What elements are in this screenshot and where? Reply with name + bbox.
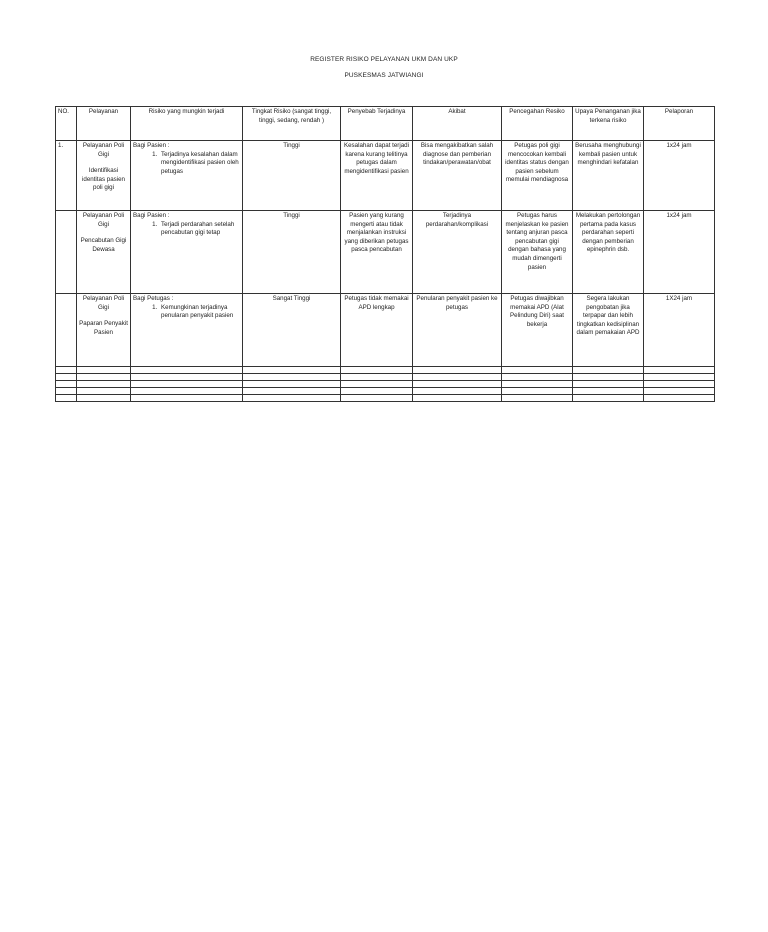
cell-tingkat-risiko: Sangat Tinggi	[243, 294, 341, 367]
header-risiko: Risiko yang mungkin terjadi	[131, 107, 243, 141]
risk-item: 1. Kemungkinan terjadinya penularan penyakit pasien	[159, 304, 240, 321]
cell-akibat: Terjadinya perdarahan/komplikasi	[413, 211, 502, 294]
pelayanan-main: Pelayanan Poli Gigi	[82, 142, 125, 158]
cell-tingkat-risiko: Tinggi	[243, 141, 341, 211]
header-pelayanan: Pelayanan	[77, 107, 131, 141]
header-akibat: Akibat	[413, 107, 502, 141]
header-pelaporan: Pelaporan	[644, 107, 715, 141]
empty-row	[56, 388, 715, 395]
header-tingkat-risiko: Tingkat Risiko (sangat tinggi, tinggi, sedang, rendah )	[243, 107, 341, 141]
cell-akibat: Penularan penyakit pasien ke petugas	[413, 294, 502, 367]
risk-lead: Bagi Pasien :	[133, 142, 170, 149]
cell-risiko	[131, 294, 243, 367]
cell-pelayanan	[77, 211, 131, 294]
cell-risiko	[131, 211, 243, 294]
cell-pelaporan: 1X24 jam	[644, 294, 715, 367]
cell-no	[56, 211, 77, 294]
empty-row	[56, 374, 715, 381]
header-upaya: Upaya Penanganan jika terkena risiko	[573, 107, 644, 141]
cell-no: 1.	[56, 141, 77, 211]
header-penyebab: Penyebab Terjadinya	[341, 107, 413, 141]
risk-lead: Bagi Pasien :	[133, 212, 170, 219]
empty-row	[56, 367, 715, 374]
table-header-row	[56, 107, 715, 141]
table-row	[56, 294, 715, 367]
cell-pelaporan: 1x24 jam	[644, 141, 715, 211]
cell-penyebab: Petugas tidak memakai APD lengkap	[341, 294, 413, 367]
cell-upaya: Melakukan pertolongan pertama pada kasus perdarahan seperti dengan pemberian epinephrin dsb.	[573, 211, 644, 294]
cell-pencegahan: Petugas poli gigi mencocokan kembali identitas status dengan pasien sebelum memulai mendiagnosa	[502, 141, 573, 211]
cell-penyebab: Pasien yang kurang mengerti atau tidak menjalankan instruksi yang diberikan petugas pasca pencabutan	[341, 211, 413, 294]
header-no: NO.	[56, 107, 77, 141]
table-row	[56, 141, 715, 211]
risk-item: 1. Terjadi perdarahan setelah pencabutan gigi tetap	[159, 221, 240, 238]
header-pencegahan: Pencegahan Resiko	[502, 107, 573, 141]
cell-penyebab: Kesalahan dapat terjadi karena kurang telitinya petugas dalam mengidentifikasi pasien	[341, 141, 413, 211]
pelayanan-main: Pelayanan Poli Gigi	[82, 212, 125, 228]
cell-no	[56, 294, 77, 367]
table-row	[56, 211, 715, 294]
cell-upaya: Segera lakukan pengobatan jika terpapar dan lebih tingkatkan kedisiplinan dalam pemakaian APD	[573, 294, 644, 367]
risk-register-table	[55, 106, 715, 402]
cell-tingkat-risiko: Tinggi	[243, 211, 341, 294]
cell-risiko	[131, 141, 243, 211]
document-subtitle: PUSKESMAS JATWIANGI	[344, 72, 424, 79]
risk-lead: Bagi Petugas :	[133, 295, 174, 302]
cell-akibat: Bisa mengakibatkan salah diagnose dan pemberian tindakan/perawatan/obat	[413, 141, 502, 211]
pelayanan-main: Pelayanan Poli Gigi	[82, 295, 125, 311]
empty-row	[56, 381, 715, 388]
document-title: REGISTER RISIKO PELAYANAN UKM DAN UKP	[310, 56, 458, 63]
cell-pencegahan: Petugas harus menjelaskan ke pasien tentang anjuran pasca pencabutan gigi dengan bahasa yang mudah dimengerti pasien	[502, 211, 573, 294]
empty-row	[56, 395, 715, 402]
pelayanan-sub: Identifikasi identitas pasien poli gigi	[82, 167, 125, 192]
pelayanan-sub: Paparan Penyakit Pasien	[79, 320, 128, 336]
pelayanan-sub: Pencabutan Gigi Dewasa	[80, 237, 127, 253]
cell-upaya: Berusaha menghubungi kembali pasien untuk menghindari kefatalan	[573, 141, 644, 211]
cell-pencegahan: Petugas diwajibkan memakai APD (Alat Pelindung Diri) saat bekerja	[502, 294, 573, 367]
cell-pelaporan: 1x24 jam	[644, 211, 715, 294]
risk-item: 1. Terjadinya kesalahan dalam mengidentifikasi pasien oleh petugas	[159, 151, 240, 177]
cell-pelayanan	[77, 294, 131, 367]
cell-pelayanan	[77, 141, 131, 211]
